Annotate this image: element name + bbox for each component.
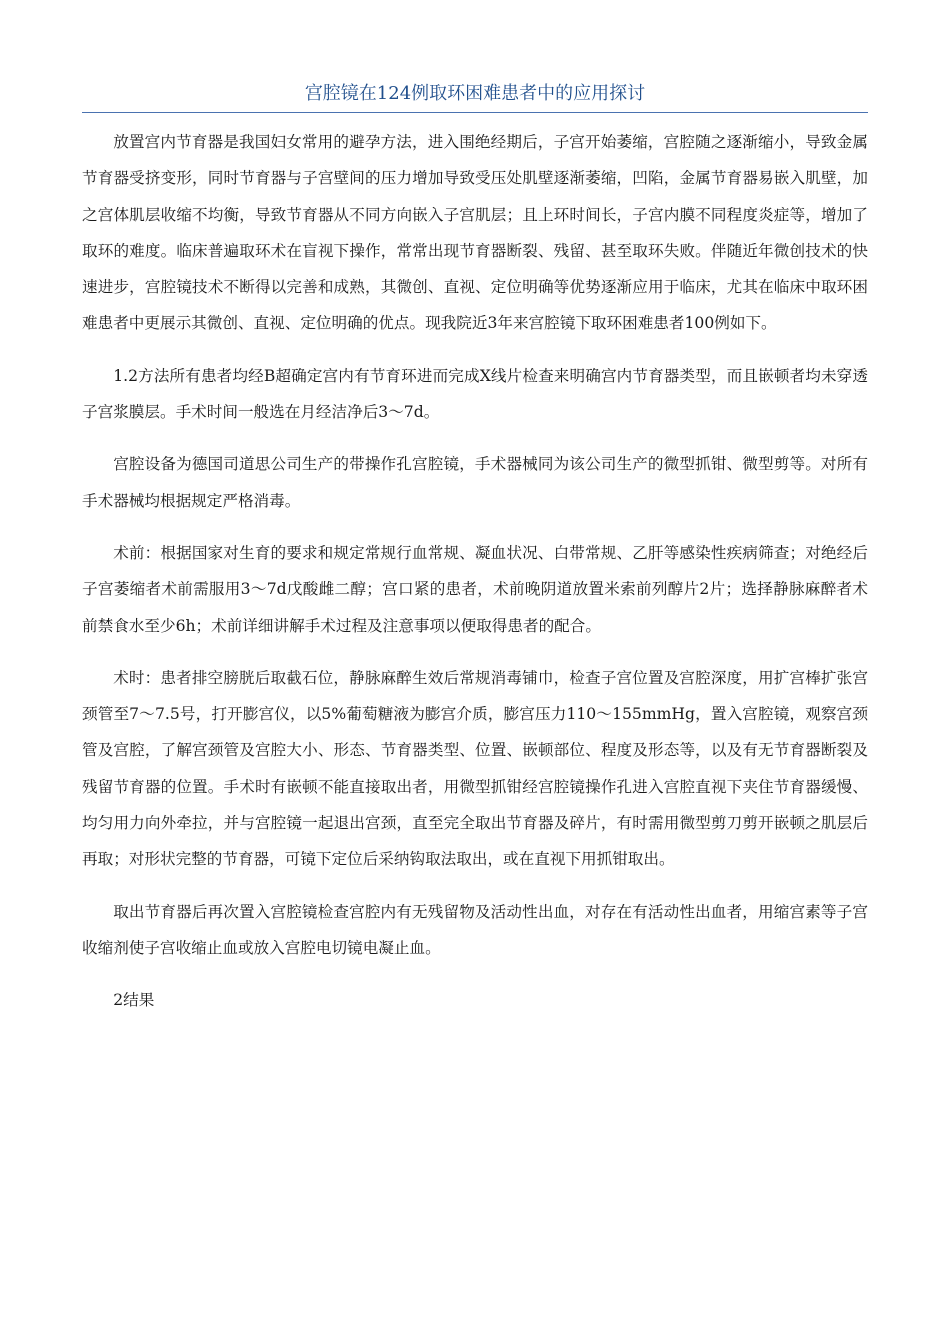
- paragraph-postextraction: 取出节育器后再次置入宫腔镜检查宫腔内有无残留物及活动性出血，对存在有活动性出血者，用缩宫素等子宫收缩剂使子宫收缩止血或放入宫腔电切镜电凝止血。: [82, 902, 868, 957]
- paragraph-equipment: 宫腔设备为德国司道思公司生产的带操作孔宫腔镜，手术器械同为该公司生产的微型抓钳、微型剪等。对所有手术器械均根据规定严格消毒。: [82, 455, 868, 510]
- document-body: [82, 124, 868, 1035]
- paragraph-intro: 放置宫内节育器是我国妇女常用的避孕方法，进入围绝经期后，子宫开始萎缩，宫腔随之逐渐缩小，导致金属节育器受挤变形，同时节育器与子宫壁间的压力增加导致受压处肌壁逐渐萎缩，凹陷，金属节育器易嵌入肌壁，加之宫体肌层收缩不均衡，导致节育器从不同方向嵌入子宫肌层；且上环时间长，子宫内膜不同程度炎症等，增加了取环的难度。临床普遍取环术在盲视下操作，常常出现节育器断裂、残留、甚至取环失败。伴随近年微创技术的快速进步，宫腔镜技术不断得以完善和成熟，其微创、直视、定位明确等优势逐渐应用于临床，尤其在临床中取环困难患者中更展示其微创、直视、定位明确的优点。现我院近3年来宫腔镜下取环困难患者100例如下。: [82, 133, 868, 333]
- document-title: 宫腔镜在124例取环困难患者中的应用探讨: [82, 76, 868, 113]
- paragraph-intraoperative: 术时：患者排空膀胱后取截石位，静脉麻醉生效后常规消毒铺巾，检查子宫位置及宫腔深度，用扩宫棒扩张宫颈管至7～7.5号，打开膨宫仪，以5%葡萄糖液为膨宫介质，膨宫压力110～155mmHg，置入宫腔镜，观察宫颈管及宫腔，了解宫颈管及宫腔大小、形态、节育器类型、位置、嵌顿部位、程度及形态等，以及有无节育器断裂及残留节育器的位置。手术时有嵌顿不能直接取出者，用微型抓钳经宫腔镜操作孔进入宫腔直视下夹住节育器缓慢、均匀用力向外牵拉，并与宫腔镜一起退出宫颈，直至完全取出节育器及碎片，有时需用微型剪刀剪开嵌顿之肌层后再取；对形状完整的节育器，可镜下定位后采纳钩取法取出，或在直视下用抓钳取出。: [82, 668, 868, 869]
- section-heading-results: 2结果: [113, 991, 155, 1010]
- paragraph-preoperative: 术前：根据国家对生育的要求和规定常规行血常规、凝血状况、白带常规、乙肝等感染性疾病筛查；对绝经后子宫萎缩者术前需服用3～7d戊酸雌二醇；宫口紧的患者，术前晚阴道放置米索前列醇片2片；选择静脉麻醉者术前禁食水至少6h；术前详细讲解手术过程及注意事项以便取得患者的配合。: [82, 543, 868, 635]
- paragraph-methods: 1.2方法所有患者均经B超确定宫内有节育环进而完成X线片检查来明确宫内节育器类型，而且嵌顿者均未穿透子宫浆膜层。手术时间一般选在月经洁净后3～7d。: [82, 366, 868, 422]
